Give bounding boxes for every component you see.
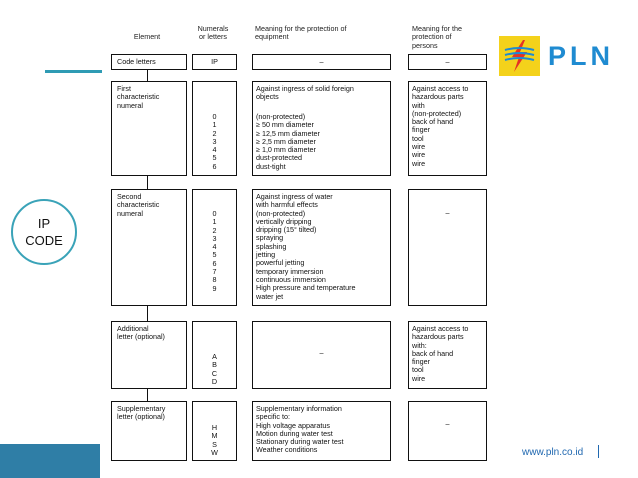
supplementary-numerals-box — [192, 401, 237, 461]
additional-equipment-value: – — [319, 348, 324, 357]
logo-wordmark: PLN — [548, 41, 614, 71]
first-element-label: First characteristic numeral — [117, 84, 160, 110]
supplementary-equipment-box — [252, 401, 391, 461]
header-numerals: Numerals or letters — [197, 24, 229, 42]
additional-element-box — [111, 321, 187, 389]
additional-equipment-box — [252, 321, 391, 389]
header-persons: Meaning for the protection of persons — [412, 24, 462, 50]
second-persons-box — [408, 189, 487, 306]
supplementary-persons-box — [408, 401, 487, 461]
footer-divider — [598, 445, 599, 458]
code-persons-box — [408, 54, 487, 70]
ip-code-circle — [11, 199, 77, 265]
supplementary-element-label: Supplementary letter (optional) — [117, 404, 166, 422]
footer-website-link[interactable]: www.pln.co.id — [522, 447, 584, 458]
additional-numerals-box — [192, 321, 237, 389]
first-equipment-title: Against ingress of solid foreign objects — [256, 84, 354, 102]
first-equipment-list: (non-protected) ≥ 50 mm diameter ≥ 12,5 mm diameter ≥ 2,5 mm diameter ≥ 1,0 mm diameter dust-protected dust-tight — [256, 112, 320, 171]
additional-element-label: Additional letter (optional) — [117, 324, 165, 342]
supplementary-persons-value: – — [445, 419, 450, 428]
header-element: Element — [133, 32, 161, 41]
code-equipment-box — [252, 54, 391, 70]
code-numerals-value: IP — [211, 57, 218, 66]
second-equipment-box — [252, 189, 391, 306]
second-equipment-list: Against ingress of water with harmful effects (non-protected) vertically dripping dripping (15° tilted) spraying splashing jetting powerful jetting temporary immersion continuous immersion High pressure and temperature water jet — [256, 192, 356, 301]
code-element-box — [111, 54, 187, 70]
additional-persons-box — [408, 321, 487, 389]
connector-line — [147, 69, 148, 81]
accent-line — [45, 70, 102, 73]
connector-line — [147, 306, 148, 321]
additional-numerals-list: A B C D — [211, 352, 218, 386]
additional-persons-list: Against access to hazardous parts with: back of hand finger tool wire — [412, 324, 469, 383]
code-persons-value: – — [445, 57, 450, 66]
code-equipment-value: – — [319, 57, 324, 66]
connector-line — [147, 176, 148, 189]
pln-logo-icon — [499, 36, 540, 76]
first-numerals-list: 0 1 2 3 4 5 6 — [212, 112, 217, 171]
connector-line — [147, 389, 148, 401]
supplementary-element-box — [111, 401, 187, 461]
second-numerals-list: 0 1 2 3 4 5 6 7 8 9 — [212, 209, 217, 293]
footer-accent-bar — [0, 444, 100, 478]
header-equipment: Meaning for the protection of equipment — [255, 24, 347, 42]
code-numerals-box — [192, 54, 237, 70]
first-element-box — [111, 81, 187, 176]
supplementary-equipment-list: Supplementary information specific to: High voltage apparatus Motion during water test Stationary during water test Weather conditions — [256, 404, 344, 455]
circle-line1: IP — [37, 216, 51, 231]
circle-line2: CODE — [25, 233, 63, 248]
supplementary-numerals-list: H M S W — [211, 423, 218, 457]
first-persons-list: Against access to hazardous parts with (non-protected) back of hand finger tool wire wire wire — [412, 84, 469, 168]
first-persons-box — [408, 81, 487, 176]
first-numerals-box — [192, 81, 237, 176]
second-element-box — [111, 189, 187, 306]
code-element-label: Code letters — [117, 57, 156, 66]
second-element-label: Second characteristic numeral — [117, 192, 160, 218]
first-equipment-box — [252, 81, 391, 176]
second-persons-value: – — [445, 208, 450, 217]
second-numerals-box — [192, 189, 237, 306]
